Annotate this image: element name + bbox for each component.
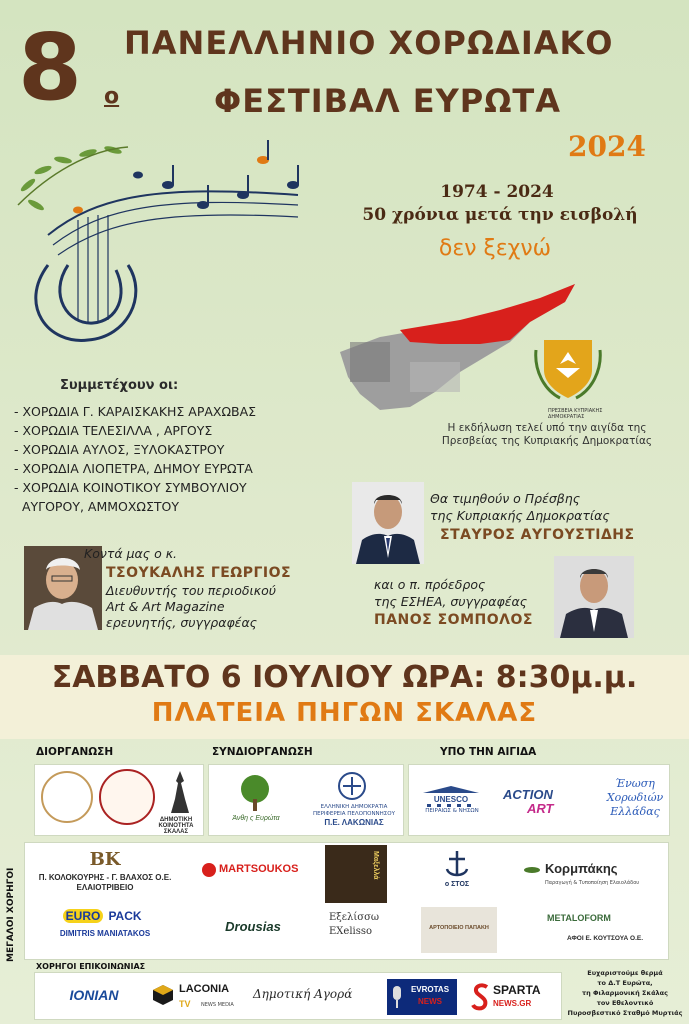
oil-bottle-image <box>325 845 387 903</box>
guest-name: ΤΣΟΥΚΑΛΗΣ ΓΕΩΡΓΙΟΣ <box>106 565 292 581</box>
union-line-1: Ένωση <box>615 777 655 790</box>
anchor-icon <box>445 849 469 879</box>
president-intro <box>374 576 527 610</box>
koutsoua-logo: ΑΦΟΙ Ε. ΚΟΥΤΣΟΥΑ Ο.Ε. <box>566 935 644 942</box>
choirs-list <box>14 402 256 516</box>
portrait-icon <box>352 482 424 564</box>
union-line-3: Ελλάδας <box>610 805 660 818</box>
bakery-text: ΑΡΤΟΠΟΙΕΙΟ ΠΑΠΑΚΗ <box>429 925 489 931</box>
olive-branch-icon <box>523 863 541 877</box>
martsoukos-logo: MARTSOUKOS <box>219 863 299 875</box>
apple-icon <box>201 861 217 877</box>
portrait-icon <box>554 556 634 638</box>
dimotiki-agora-logo: Δημοτική Αγορά <box>253 987 353 1001</box>
anniversary-years: 1974 - 2024 <box>440 182 554 202</box>
ambassador-line-1: Θα τιμηθούν ο Πρέσβης <box>430 491 581 506</box>
sparta-news-logo: SPARTA <box>493 983 541 997</box>
organizer-logos <box>34 764 204 836</box>
thanks-line-4: τον Εθελοντικό <box>596 999 654 1007</box>
laconia-tv: TV <box>179 999 191 1009</box>
list-item: - ΧΟΡΩΔΙΑ ΛΙΟΠΕΤΡΑ, ΔΗΜΟΥ ΕΥΡΩΤΑ <box>14 461 253 476</box>
kormpakis-logo: Κορμπάκης <box>545 861 618 876</box>
co-organizer-heading: ΣΥΝΔΙΟΡΓΑΝΩΣΗ <box>212 746 313 758</box>
kolokouris-type: ΕΛΑΙΟΤΡΙΒΕΙΟ <box>76 883 134 892</box>
tree-icon <box>235 773 275 813</box>
ambassador-name: ΣΤΑΥΡΟΣ ΑΥΓΟΥΣΤΙΔΗΣ <box>440 527 635 543</box>
embassy-line-1: Η εκδήλωση τελεί υπό την αιγίδα της <box>447 422 647 434</box>
microphone-icon <box>390 985 404 1009</box>
embassy-caption: ΠΡΕΣΒΕΙΑ ΚΥΠΡΙΑΚΗΣ ΔΗΜΟΚΡΑΤΙΑΣ <box>548 408 603 420</box>
bk-monogram-logo: BK <box>89 849 121 870</box>
president-line-1: και ο π. πρόεδρος <box>374 577 486 592</box>
co-organizer-logos <box>208 764 404 836</box>
title-line-1: ΠΑΝΕΛΛΗΝΙΟ ΧΟΡΩΔΙΑΚΟ <box>124 24 614 62</box>
action-art-text-2: ART <box>527 801 554 816</box>
anniversary-slogan: δεν ξεχνώ <box>438 236 552 261</box>
unesco-subtext: ΠΕΙΡΑΙΩΣ & ΝΗΣΩΝ <box>425 808 479 814</box>
festival-number: 8 <box>18 14 83 121</box>
drousias-logo: Drousias <box>225 919 281 934</box>
thanks-line-1: Ευχαριστούμε θερμά <box>587 969 663 977</box>
kormpakis-sub: Παραγωγή & Τυποποίηση Ελαιολάδου <box>545 880 640 886</box>
title-line-2: ΦΕΣΤΙΒΑΛ ΕΥΡΩΤΑ <box>214 82 561 120</box>
metaloform-logo: METALOFORM <box>547 913 611 923</box>
president-name: ΠΑΝΟΣ ΣΟΜΠΟΛΟΣ <box>374 612 533 628</box>
organizer-heading: ΔΙΟΡΓΑΝΩΣΗ <box>36 746 114 758</box>
laconia-cube-icon <box>151 983 175 1007</box>
guest-role-1: Διευθυντής του περιοδικού <box>106 583 276 598</box>
participants-heading: Συμμετέχουν οι: <box>60 378 179 393</box>
choirs-union-logo <box>605 777 665 819</box>
list-item: - ΧΟΡΩΔΙΑ ΤΕΛΕΣΙΛΛΑ , ΑΡΓΟΥΣ <box>14 423 213 438</box>
major-sponsors-label: ΜΕΓΑΛΟΙ ΧΟΡΗΓΟΙ <box>6 867 16 963</box>
ionian-logo: IONIAN <box>69 987 119 1003</box>
media-sponsors-heading: ΧΟΡΗΓΟΙ ΕΠΙΚΟΙΝΩΝΙΑΣ <box>36 962 146 971</box>
laconia-logo: LACONIA <box>179 983 230 995</box>
festival-year: 2024 <box>568 130 646 163</box>
patronage-heading: ΥΠΟ ΤΗΝ ΑΙΓΙΔΑ <box>440 746 537 758</box>
exelisso-logo <box>329 911 409 939</box>
guest-roles <box>106 583 276 631</box>
laconia-sub: NEWS MEDIA <box>201 1002 234 1008</box>
sparta-s-icon <box>471 983 491 1011</box>
guest-role-3: ερευνητής, συγγραφέας <box>106 615 258 630</box>
region-line-1: ΕΛΛΗΝΙΚΗ ΔΗΜΟΚΡΑΤΙΑ <box>320 804 388 810</box>
europack-euro: EURO <box>63 909 103 923</box>
action-art-text-1: ACTION <box>503 787 553 802</box>
list-item: - ΧΟΡΩΔΙΑ ΑΥΛΟΣ, ΞΥΛΟΚΑΣΤΡΟΥ <box>14 442 225 457</box>
exelisso-line-2: EXelisso <box>329 926 373 937</box>
media-sponsors-box <box>34 972 562 1020</box>
ambassador-intro <box>430 490 610 524</box>
festival-ordinal: ο <box>104 84 120 109</box>
evrotas-news-logo <box>387 979 457 1015</box>
anniversary-subtitle: 50 χρόνια μετά την εισβολή <box>362 205 638 225</box>
skala-logo-text: ΔΗΜΟΤΙΚΗ ΚΟΙΝΟΤΗΤΑ ΣΚΑΛΑΣ <box>158 817 194 835</box>
region-line-3: Π.Ε. ΛΑΚΩΝΙΑΣ <box>324 818 384 827</box>
cyprus-coat-of-arms-icon <box>530 330 606 402</box>
event-datetime: ΣΑΒΒΑΤΟ 6 ΙΟΥΛΙΟΥ ΩΡΑ: 8:30μ.μ. <box>51 660 638 695</box>
ambassador-line-2: της Κυπριακής Δημοκρατίας <box>430 508 610 523</box>
patronage-logos <box>408 764 670 836</box>
guest-intro: Κοντά μας ο κ. <box>84 546 178 561</box>
oil-brand-text: Μαξελλά <box>372 851 379 880</box>
list-item: - ΧΟΡΩΔΙΑ ΚΟΙΝΟΤΙΚΟΥ ΣΥΜΒΟΥΛΙΟΥ <box>14 480 247 495</box>
bakery-logo <box>421 907 497 953</box>
unesco-text: UNESCO <box>427 795 475 804</box>
europack-owner: DIMITRIS MANIATAKOS <box>59 929 151 938</box>
europack-pack: PACK <box>108 909 142 923</box>
thanks-line-5: Πυροσβεστικό Σταθμό Μυρτιάς <box>567 1009 683 1017</box>
lyre-music-notes-illustration <box>8 125 308 355</box>
list-item: - ΧΟΡΩΔΙΑ Γ. ΚΑΡΑΙΣΚΑΚΗΣ ΑΡΑΧΩΒΑΣ <box>14 404 257 419</box>
evrotas-news: NEWS <box>418 997 442 1006</box>
thanks-line-3: τη Φιλαρμονική Σκάλας <box>581 989 668 997</box>
embassy-line-2: Πρεσβείας της Κυπριακής Δημοκρατίας <box>441 435 653 447</box>
choir-seal-logo <box>41 771 93 823</box>
statue-icon <box>165 769 195 815</box>
guest-role-2: Art & Art Magazine <box>106 599 225 614</box>
greek-emblem-icon <box>337 771 367 801</box>
thanks-text <box>566 968 684 1018</box>
thanks-line-2: το Δ.Τ Ευρώτα, <box>597 979 653 987</box>
stos-logo: ο ΣΤΟΣ <box>444 881 470 888</box>
list-item: ΑΥΓΟΡΟΥ, ΑΜΜΟΧΩΣΤΟΥ <box>14 499 179 514</box>
president-photo <box>554 556 634 638</box>
exelisso-line-1: Εξελίσσω <box>329 912 380 923</box>
major-sponsors-box <box>24 842 669 960</box>
embassy-patronage-text <box>412 422 682 448</box>
evrotas-text: EVROTAS <box>410 985 450 994</box>
region-line-2: ΠΕΡΙΦΕΡΕΙΑ ΠΕΛΟΠΟΝΝΗΣΟΥ <box>313 811 395 817</box>
kolokouris-name: Π. ΚΟΛΟΚΟΥΡΗΣ - Γ. ΒΛΑΧΟΣ Ο.Ε. <box>38 873 172 882</box>
sparta-news-domain: NEWS.GR <box>493 999 532 1008</box>
president-line-2: της ΕΣΗΕΑ, συγγραφέας <box>374 594 528 609</box>
ambassador-photo <box>352 482 424 564</box>
union-line-2: Χορωδιών <box>606 791 664 804</box>
anthos-logo-text: Άνθη ς Ευρώτα <box>232 815 280 822</box>
event-place: ΠΛΑΤΕΙΑ ΠΗΓΩΝ ΣΚΑΛΑΣ <box>151 698 538 728</box>
